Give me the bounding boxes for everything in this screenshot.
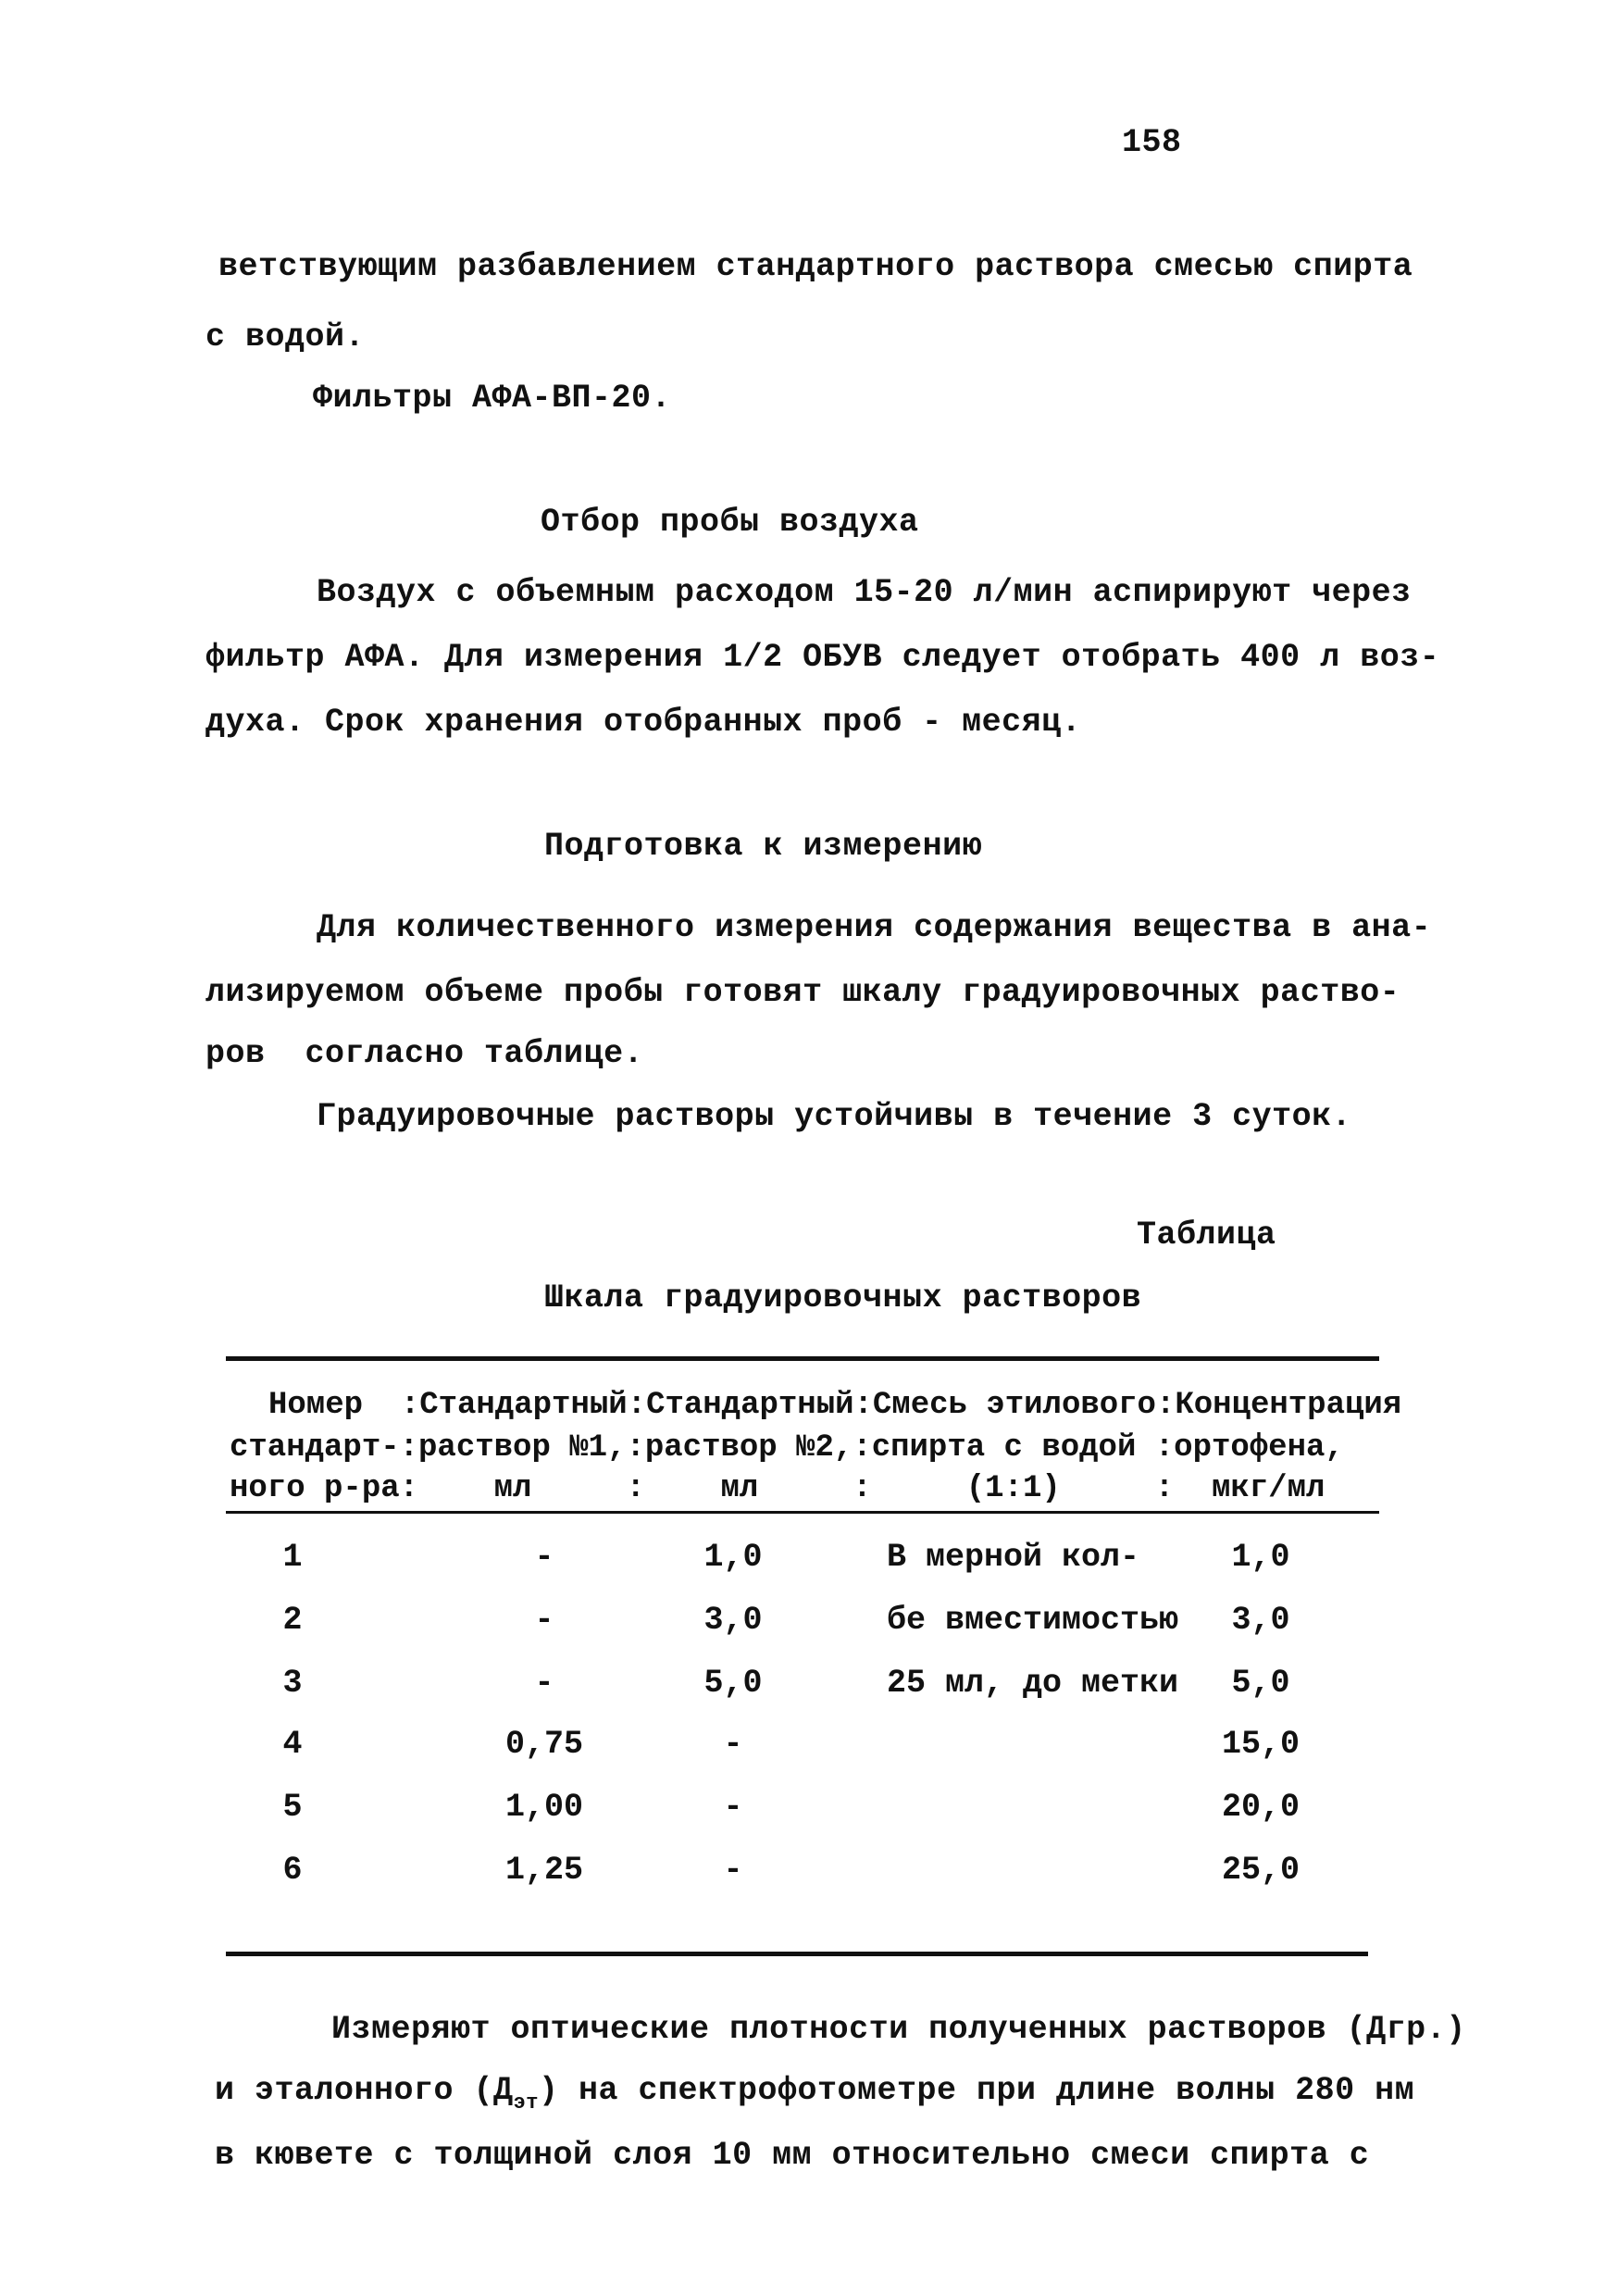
- mixture-note: бе вместимостью: [887, 1602, 1179, 1639]
- row-number: 4: [282, 1726, 303, 1763]
- paragraph-line: ров согласно таблице.: [205, 1035, 644, 1072]
- filters-line: Фильтры АФА-ВП-20.: [313, 380, 672, 417]
- table-top-rule: [226, 1356, 1379, 1361]
- table-header-line: ного р-ра: мл : мл : (1:1) : мкг/мл: [230, 1471, 1326, 1506]
- row-number: 5: [282, 1789, 303, 1826]
- concentration: 15,0: [1221, 1726, 1300, 1763]
- standard-2-volume: 3,0: [703, 1602, 763, 1639]
- table-header-rule: [226, 1511, 1379, 1514]
- table-bottom-rule: [226, 1952, 1368, 1956]
- row-number: 3: [282, 1665, 303, 1702]
- row-number: 6: [282, 1852, 303, 1889]
- concentration: 5,0: [1231, 1665, 1290, 1702]
- subscript-et: эт: [513, 2091, 539, 2115]
- page-number: 158: [1122, 124, 1182, 161]
- concentration: 25,0: [1221, 1852, 1300, 1889]
- section-heading-prep: Подготовка к измерению: [544, 828, 983, 865]
- standard-1-volume: 1,25: [504, 1852, 583, 1889]
- paragraph-line: ветствующим разбавлением стандартного раствора смесью спирта: [218, 248, 1413, 285]
- standard-2-volume: -: [723, 1852, 743, 1889]
- concentration: 3,0: [1231, 1602, 1290, 1639]
- table-label: Таблица: [1137, 1217, 1276, 1254]
- closing-line: Измеряют оптические плотности полученных растворов (Дгр.): [331, 2011, 1466, 2048]
- paragraph-line: фильтр АФА. Для измерения 1/2 ОБУВ следует отобрать 400 л воз-: [205, 639, 1440, 676]
- table-header-line: стандарт-:раствор №1,:раствор №2,:спирта с водой :ортофена,: [230, 1430, 1344, 1466]
- closing-line: в кювете с толщиной слоя 10 мм относительно смеси спирта с: [215, 2137, 1370, 2174]
- standard-2-volume: -: [723, 1726, 743, 1763]
- paragraph-line: Градуировочные растворы устойчивы в течение 3 суток.: [317, 1098, 1352, 1135]
- paragraph-line: Воздух с объемным расходом 15-20 л/мин аспирируют через: [317, 574, 1412, 611]
- section-heading-sampling: Отбор пробы воздуха: [541, 504, 919, 541]
- standard-1-volume: 0,75: [504, 1726, 583, 1763]
- row-number: 2: [282, 1602, 303, 1639]
- standard-1-volume: -: [534, 1665, 554, 1702]
- mixture-note: В мерной кол-: [887, 1539, 1140, 1576]
- paragraph-line: с водой.: [205, 318, 366, 356]
- table-title: Шкала градуировочных растворов: [544, 1279, 1142, 1316]
- standard-2-volume: 1,0: [703, 1539, 763, 1576]
- concentration: 20,0: [1221, 1789, 1300, 1826]
- concentration: 1,0: [1231, 1539, 1290, 1576]
- standard-2-volume: -: [723, 1789, 743, 1826]
- paragraph-line: лизируемом объеме пробы готовят шкалу градуировочных раство-: [205, 974, 1400, 1011]
- standard-1-volume: 1,00: [504, 1789, 583, 1826]
- closing-line-end: ) на спектрофотометре при длине волны 280 нм: [538, 2072, 1415, 2109]
- closing-line-start: и эталонного (Д: [215, 2072, 514, 2109]
- standard-1-volume: -: [534, 1539, 554, 1576]
- paragraph-line: Для количественного измерения содержания вещества в ана-: [317, 909, 1432, 946]
- closing-line: [215, 2070, 1414, 2124]
- standard-2-volume: 5,0: [703, 1665, 763, 1702]
- paragraph-line: духа. Срок хранения отобранных проб - месяц.: [205, 704, 1082, 741]
- table-header-line: Номер :Стандартный:Стандартный:Смесь этилового:Концентрация: [268, 1388, 1402, 1423]
- standard-1-volume: -: [534, 1602, 554, 1639]
- mixture-note: 25 мл, до метки: [887, 1665, 1179, 1702]
- row-number: 1: [282, 1539, 303, 1576]
